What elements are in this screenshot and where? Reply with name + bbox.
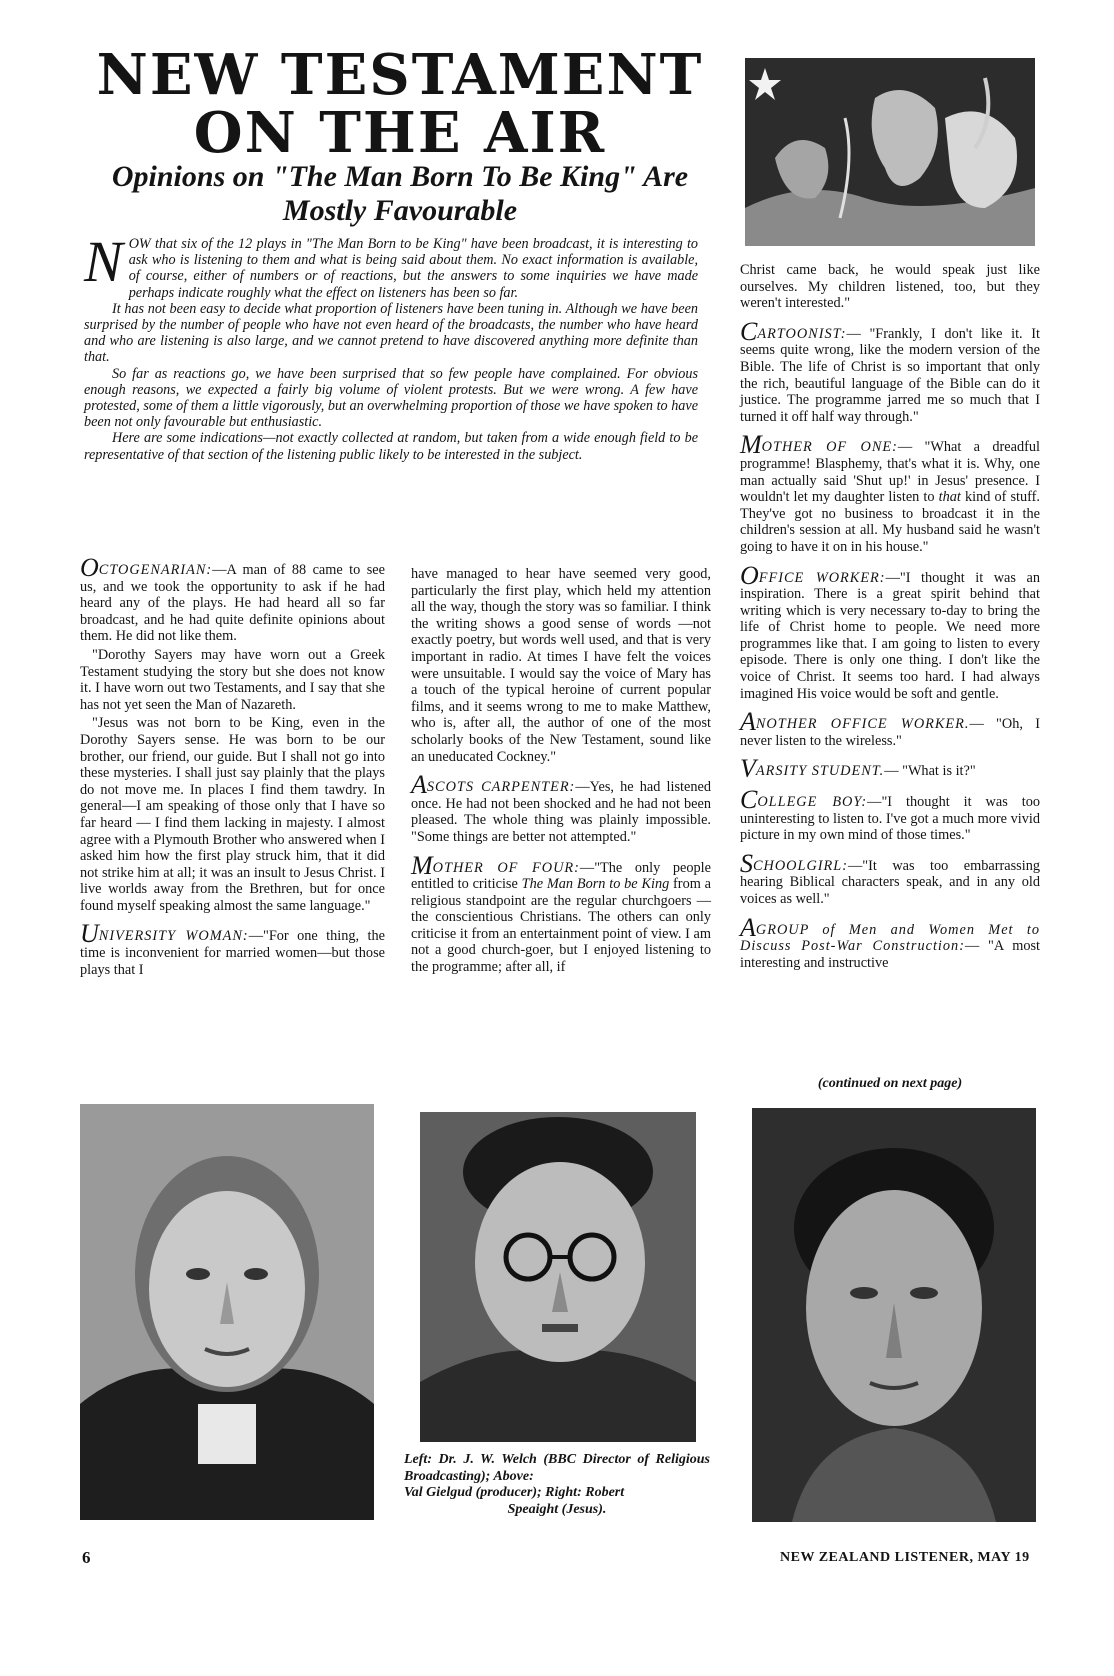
octogenarian-paragraph-3: "Jesus was not born to be King, even in the Dorothy Sayers sense. He was born to be our brother, our friend, our guide. But I shall not go into these mysteries. I shall just say plainly that the plays do not move me. In places I find them tawdry. In general—I am speaking of those only that I have so far heard — I find them lacking in majesty. I almost agree with a Plymouth Brother who answered when I asked him how the first play struck him, that it did not strike him at all; it was an insult to Jesus Christ. I live worlds away from the Brethren, but for once found myself speaking almost the same language.": [80, 715, 385, 914]
intro-paragraph-4: Here are some indications—not exactly collected at random, but taken from a wide enough field to be representative of that section of the listening public likely to be interested in the subject.: [84, 430, 698, 463]
entry-mother-of-four: MOTHER OF FOUR:—"The only people entitled to criticise The Man Born to be King from a religious standpoint are the regular churchgoers — the conscientious Christians. The others can only criticise it from an entertainment point of view. I am not a good church-goer, but I enjoyed listening to the programme; after all, if: [411, 850, 711, 976]
entry-mother-of-one: MOTHER OF ONE:— "What a dreadful programme! Blasphemy, that's what it is. Why, one man actually said 'Shut up!' in Jesus' presence. I wouldn't let my daughter listen to that kind of stuff. They've got no business to broadcast it in the children's session at all. My husband said he wasn't going to have it on in his house.": [740, 430, 1040, 555]
intro-block: [84, 229, 698, 463]
photo-robert-speaight: [752, 1108, 1036, 1522]
column-2: [411, 566, 711, 978]
photo-dr-welch: [80, 1104, 374, 1520]
entry-university-woman: UNIVERSITY WOMAN:—"For one thing, the time is inconvenient for married women—but those plays that I: [80, 919, 385, 978]
portrait-gielgud: [420, 1112, 696, 1442]
column-1: [80, 553, 385, 980]
engraving-art: [745, 58, 1035, 246]
entry-post-war-group: AGROUP of Men and Women Met to Discuss Post-War Construction:— "A most interesting and instructive: [740, 912, 1041, 971]
entry-cartoonist: CARTOONIST:— "Frankly, I don't like it. It seems quite wrong, like the modern version of the Bible. The life of Christ is so important that only the rich, beautiful language of the Bible can do it justice. The programme jarred me so much that I turned it off half way through.": [740, 316, 1040, 425]
octogenarian-paragraph-2: "Dorothy Sayers may have worn out a Greek Testament studying the story but she does not know it. I have worn out two Testaments, and I say that she has not yet seen the Man of Nazareth.: [80, 646, 385, 713]
headline: NEW TESTAMENT ON THE AIR: [96, 42, 704, 166]
entry-varsity-student: VARSITY STUDENT.— "What is it?": [740, 754, 976, 784]
mother-of-four-continued: Christ came back, he would speak just like ourselves. My children listened, too, but they weren't interested.": [740, 262, 1040, 312]
entry-college-boy: COLLEGE BOY:—"I thought it was too uninteresting to listen to. I've got a much more vivid picture in my own mind of those times.": [740, 785, 1040, 844]
portrait-welch: [80, 1104, 374, 1520]
entry-another-office-worker: ANOTHER OFFICE WORKER.— "Oh, I never listen to the wireless.": [740, 707, 1040, 749]
column-3: [740, 262, 1040, 973]
intro-paragraph-2: It has not been easy to decide what proportion of listeners have been tuning in. Although we have been surprised by the number of people who have not even heard of the broadcasts, the number who have heard and who are listening is also large, and we cannot pretend to have discovered anything more definite than that.: [84, 300, 698, 366]
photo-caption: Left: Dr. J. W. Welch (BBC Director of Religious Broadcasting); Above: Val Gielgud (producer); Right: Robert Speaight (Jesus).: [404, 1452, 710, 1517]
portrait-speaight: [752, 1108, 1036, 1522]
continued-note: (continued on next page): [817, 1076, 963, 1091]
photo-val-gielgud: [420, 1112, 696, 1442]
subheadline: Opinions on "The Man Born To Be King" Are Mostly Favourable: [111, 160, 689, 227]
page-number: 6: [82, 1548, 91, 1567]
footer-masthead: NEW ZEALAND LISTENER, MAY 19: [780, 1550, 1030, 1565]
entry-office-worker: OFFICE WORKER:—"I thought it was an inspiration. There is a great spirit behind that writing which is very necessary to-day to bring the life of Christ home to people. We need more programmes like that. I am going to listen to every episode. There is only one thing. I don't like the voice of Christ. It seems too hard. I had always imagined His voice would be soft and gentle.: [740, 560, 1040, 702]
nativity-engraving: [745, 58, 1035, 246]
entry-schoolgirl: SCHOOLGIRL:—"It was too embarrassing hearing Biblical characters speak, and in any old voices as well.": [740, 848, 1040, 907]
drop-cap: N: [84, 229, 123, 294]
intro-paragraph-1: NOW that six of the 12 plays in "The Man Born to be King" have been broadcast, it is interesting to ask who is listening to them and what is being said about them. No exact information is available, of course, either of numbers or of reactions, but the answers to some inquiries we have made perhaps indicate roughly what the effect on listeners has been so far.: [84, 229, 698, 301]
entry-scots-carpenter: ASCOTS CARPENTER:—Yes, he had listened once. He had not been shocked and he had not been pleased. The whole thing was plainly impossible. "Some things are better not attempted.": [411, 770, 711, 845]
entry-octogenarian: OCTOGENARIAN:—A man of 88 came to see us, and we took the opportunity to ask if he had heard any of the plays. He had heard all so far broadcast, and he had quite definite opinions about them. He did not like them.: [80, 553, 385, 645]
university-woman-continued: have managed to hear have seemed very good, particularly the first play, which held my attention all the way, though the story was so familiar. I think the writing shows a good sense of words —not exactly poetry, but words well used, and that is very important in radio. At times I have felt the voices were unsuitable. I would say the voice of Mary has a touch of the typical heroine of current popular films, and it seems wrong to me to make Matthew, who is, after all, the author of one of the most scholarly books of the New Testament, sound like an uneducated Cockney.": [411, 566, 711, 765]
intro-paragraph-3: So far as reactions go, we have been surprised that so few people have complained. For obvious enough reasons, we expected a fairly big volume of violent protests. But we were wrong. A few have protested, some of them a little vigorously, but an overwhelming proportion of those we have spoken to have been not only favourable but enthusiastic.: [84, 365, 698, 431]
